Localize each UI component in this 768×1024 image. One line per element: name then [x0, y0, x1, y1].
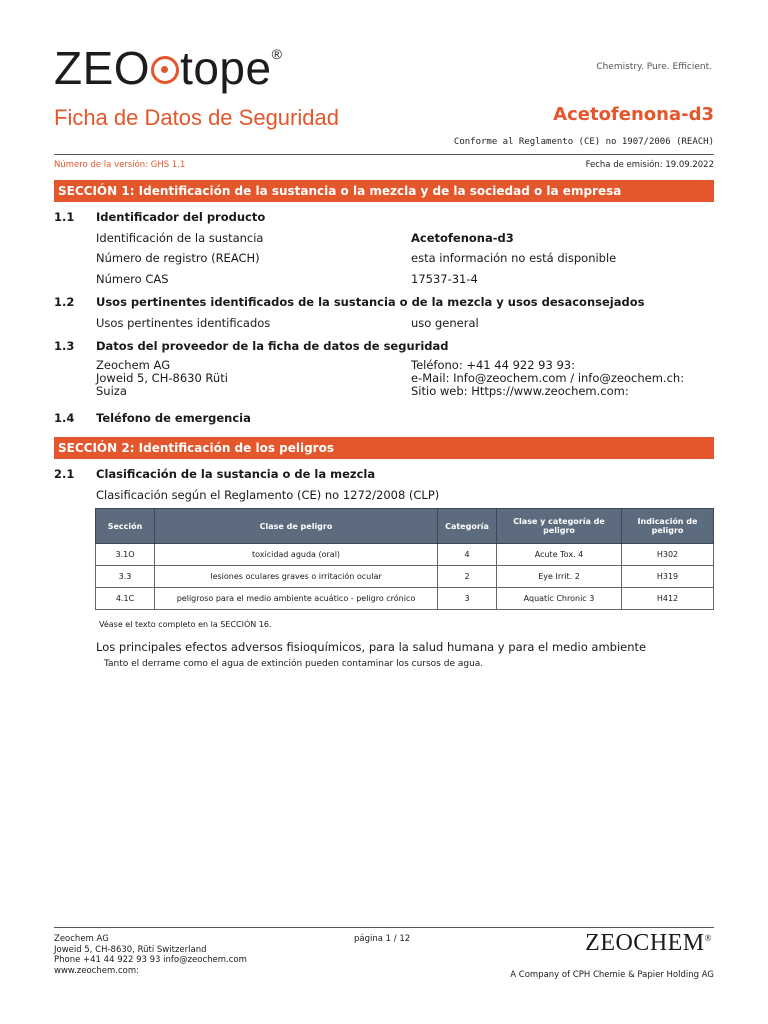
table-cell: peligroso para el medio ambiente acuático - peligro crónico — [155, 588, 438, 610]
logo-text-left: ZEO — [54, 42, 151, 94]
column-header: Clase de peligro — [155, 509, 438, 544]
zeotope-logo — [54, 38, 282, 98]
logo-ring-icon — [151, 56, 179, 84]
field-value: Acetofenona-d3 — [411, 231, 514, 245]
table-cell: 3.1O — [96, 544, 155, 566]
zeochem-logo-text: ZEOCHEM — [585, 930, 705, 956]
table-row — [96, 544, 714, 566]
table-row — [96, 566, 714, 588]
table-cell: 4.1C — [96, 588, 155, 610]
footer-line: Phone +41 44 922 93 93 info@zeochem.com — [54, 955, 247, 965]
section-1-header: SECCIÓN 1: Identificación de la sustancia o la mezcla y de la sociedad o la empresa — [54, 180, 714, 202]
version-number: Número de la versión: GHS 1.1 — [54, 160, 186, 170]
table-header-row — [96, 509, 714, 544]
footer-rule — [54, 927, 714, 928]
subsection-title: Clasificación de la sustancia o de la mezcla — [96, 467, 376, 481]
supplier-address — [96, 359, 228, 398]
phone-line: Teléfono: +41 44 922 93 93: — [411, 358, 575, 372]
address-line: Joweid 5, CH-8630 Rüti — [96, 371, 228, 385]
table-cell: 3.3 — [96, 566, 155, 588]
adverse-effects-text: Tanto el derrame como el agua de extinción pueden contaminar los cursos de agua. — [104, 659, 484, 669]
regulation-reference: Conforme al Reglamento (CE) no 1907/2006 (REACH) — [453, 137, 714, 147]
footer-line: www.zeochem.com: — [54, 965, 139, 976]
footer-line: Zeochem AG — [54, 934, 109, 944]
table-cell: toxicidad aguda (oral) — [155, 544, 438, 566]
adverse-effects-title: Los principales efectos adversos fisioquímicos, para la salud humana y para el medio ambiente — [96, 640, 647, 654]
subsection-number: 1.4 — [54, 411, 75, 425]
supplier-contact — [411, 359, 684, 398]
column-header: Clase y categoría de peligro — [497, 509, 622, 544]
address-line: Suiza — [96, 384, 127, 398]
website-line: Sitio web: Https://www.zeochem.com: — [411, 384, 629, 398]
column-header: Categoría — [438, 509, 497, 544]
footer-line: Joweid 5, CH-8630, Rüti Switzerland — [54, 944, 207, 955]
classification-subtitle: Clasificación según el Reglamento (CE) no 1272/2008 (CLP) — [96, 488, 440, 502]
table-cell: H302 — [622, 544, 714, 566]
document-title: Ficha de Datos de Seguridad — [54, 105, 339, 130]
registered-mark: ® — [704, 933, 712, 943]
subsection-number: 2.1 — [54, 467, 75, 481]
registered-mark: ® — [271, 46, 283, 62]
logo-text-right: tope — [180, 42, 272, 94]
table-note: Véase el texto completo en la SECCIÓN 16. — [99, 620, 272, 629]
table-cell: H319 — [622, 566, 714, 588]
column-header: Indicación de peligro — [622, 509, 714, 544]
field-label: Usos pertinentes identificados — [96, 316, 271, 330]
subsection-title: Identificador del producto — [96, 210, 266, 224]
header-rule — [54, 154, 714, 155]
subsection-number: 1.1 — [54, 210, 75, 224]
table-cell: Aquatic Chronic 3 — [497, 588, 622, 610]
subsection-title: Usos pertinentes identificados de la sustancia o de la mezcla y usos desaconsejados — [96, 295, 645, 309]
address-line: Zeochem AG — [96, 358, 171, 372]
field-label: Identificación de la sustancia — [96, 231, 264, 245]
footer-company-info — [54, 934, 247, 976]
hazard-classification-table — [95, 508, 714, 610]
table-cell: Eye Irrit. 2 — [497, 566, 622, 588]
table-cell: 3 — [438, 588, 497, 610]
table-row — [96, 588, 714, 610]
field-value: 17537-31-4 — [411, 272, 478, 286]
table-cell: H412 — [622, 588, 714, 610]
email-line: e-Mail: Info@zeochem.com / info@zeochem.ch: — [411, 371, 685, 385]
issue-date: Fecha de emisión: 19.09.2022 — [585, 160, 714, 170]
table-cell: 2 — [438, 566, 497, 588]
product-title: Acetofenona-d3 — [553, 104, 714, 125]
subsection-title: Datos del proveedor de la ficha de datos de seguridad — [96, 339, 449, 353]
zeochem-logo — [585, 930, 712, 957]
subsection-title: Teléfono de emergencia — [96, 411, 251, 425]
section-2-header: SECCIÓN 2: Identificación de los peligros — [54, 437, 714, 459]
subsection-number: 1.2 — [54, 295, 75, 309]
field-label: Número de registro (REACH) — [96, 251, 260, 265]
subsection-number: 1.3 — [54, 339, 75, 353]
field-label: Número CAS — [96, 272, 169, 286]
field-value: uso general — [411, 316, 479, 330]
table-cell: 4 — [438, 544, 497, 566]
tagline: Chemistry. Pure. Efficient. — [596, 62, 712, 72]
parent-company: A Company of CPH Chemie & Papier Holding AG — [510, 970, 714, 980]
page-number: página 1 / 12 — [354, 934, 411, 944]
column-header: Sección — [96, 509, 155, 544]
table-cell: lesiones oculares graves o irritación ocular — [155, 566, 438, 588]
field-value: esta información no está disponible — [411, 251, 617, 265]
table-cell: Acute Tox. 4 — [497, 544, 622, 566]
